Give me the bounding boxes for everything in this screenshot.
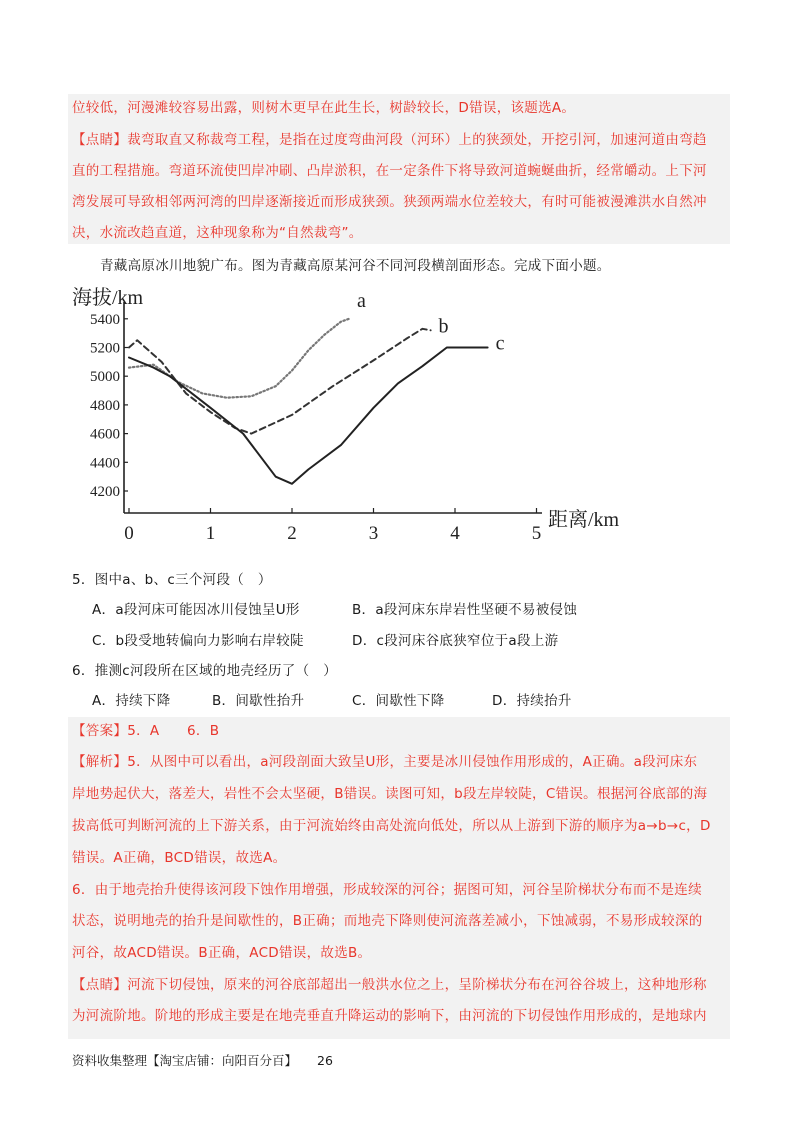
series-line-a: [129, 319, 349, 398]
dianjing2-text-1: 河流下切侵蚀，原来的河谷底部超出一般洪水位之上，呈阶梯状分布在河谷谷坡上，这种地形称: [127, 977, 707, 993]
dianjing-tag: 【点睛】: [72, 132, 128, 148]
chart-axes: [124, 302, 542, 513]
footer-text: 资料收集整理【淘宝店铺：向阳百分百】: [72, 1053, 298, 1068]
x-tick-label: 4: [450, 523, 460, 544]
q6-option-a[interactable]: A．持续下降: [92, 693, 171, 709]
top-line-5: 决，水流改趋直道，这种现象称为“自然裁弯”。: [72, 225, 363, 241]
q5-option-b[interactable]: B．a段河床东岸岩性坚硬不易被侵蚀: [352, 602, 578, 618]
x-axis-title: 距离/km: [548, 509, 620, 531]
y-tick-label: 4800: [90, 397, 120, 414]
x-tick-label: 2: [287, 523, 297, 544]
dianjing2-line-2: 为河流阶地。阶地的形成主要是在地壳垂直升降运动的影响下，由河流的下切侵蚀作用形成的，是地球内: [72, 1008, 707, 1024]
answer-tag: 【答案】: [72, 723, 128, 739]
y-tick-label: 4600: [90, 426, 120, 443]
q5-stem: 5．图中a、b、c三个河段（ ）: [72, 572, 272, 588]
y-tick-label: 5000: [90, 369, 120, 386]
page-number: 26: [317, 1053, 333, 1068]
dianjing2-line-1: [72, 977, 707, 993]
analysis-tag: 【解析】: [72, 754, 128, 770]
answer-text: 5．A 6．B: [127, 723, 220, 739]
chart-svg: [70, 282, 650, 552]
x-tick-label: 0: [124, 523, 134, 544]
analysis-line-6: 状态，说明地壳的抬升是间歇性的，B正确；而地壳下降则使河流落差减小，下蚀减弱，不易形成较深的: [72, 913, 703, 929]
q5-option-a[interactable]: A．a段河床可能因冰川侵蚀呈U形: [92, 602, 300, 618]
y-tick-label: 4200: [90, 484, 120, 500]
q6-option-c[interactable]: C．间歇性下降: [352, 693, 445, 709]
q6-option-d[interactable]: D．持续抬升: [492, 693, 572, 709]
q6-stem: 6．推测c河段所在区域的地壳经历了（ ）: [72, 663, 338, 679]
top-line-1: 位较低，河漫滩较容易出露，则树木更早在此生长，树龄较长，D错误，该题选A。: [72, 100, 576, 116]
q5-option-c[interactable]: C．b段受地转偏向力影响右岸较陡: [92, 633, 304, 649]
top-line-3: 直的工程措施。弯道环流使凹岸冲刷、凸岸淤积，在一定条件下将导致河道蜿蜒曲折，经常皭动。上下河: [72, 163, 707, 179]
analysis-line-3: 拔高低可判断河流的上下游关系，由于河流始终由高处流向低处，所以从上游到下游的顺序为a→b→c，D: [72, 818, 711, 834]
dianjing-text: 裁弯取直又称裁弯工程，是指在过度弯曲河段（河环）上的狭颈处，开挖引河，加速河道由弯趋: [127, 132, 707, 148]
x-tick-label: 3: [368, 523, 379, 544]
top-line-4: 湾发展可导致相邻两河湾的凹岸逐渐接近而形成狭颈。狭颈两端水位差较大，有时可能被漫滩洪水自然冲: [72, 194, 707, 210]
analysis-line-7: 河谷，故ACD错误。B正确，ACD错误，故选B。: [72, 945, 372, 961]
y-tick-label: 4400: [90, 455, 120, 472]
page-footer: [72, 1051, 333, 1069]
question-intro: 青藏高原冰川地貌广布。图为青藏高原某河谷不同河段横剖面形态。完成下面小题。: [100, 258, 611, 274]
series-label-c: c: [495, 332, 505, 355]
analysis-line-5: 6．由于地壳抬升使得该河段下蚀作用增强，形成较深的河谷；据图可知，河谷呈阶梯状分布而不是连续: [72, 882, 702, 898]
analysis-text-1: 5．从图中可以看出，a河段剖面大致呈U形，主要是冰川侵蚀作用形成的，A正确。a段河床东: [127, 754, 698, 770]
chart-series: [129, 319, 488, 484]
series-line-c: [129, 348, 488, 484]
x-tick-label: 5: [531, 523, 542, 544]
chart-labels: [72, 286, 620, 544]
q5-option-d[interactable]: D．c段河床谷底狭窄位于a段上游: [352, 633, 559, 649]
y-axis-title: 海拔/km: [72, 287, 144, 309]
valley-profile-chart: [70, 282, 650, 552]
top-line-2: [72, 132, 707, 148]
y-tick-label: 5200: [90, 340, 120, 357]
analysis-line-2: 岸地势起伏大，落差大，岩性不会太坚硬，B错误。读图可知，b段左岸较陡，C错误。根据河谷底部的海: [72, 786, 708, 802]
dianjing2-tag: 【点睛】: [72, 977, 128, 993]
series-label-a: a: [357, 289, 366, 312]
analysis-line-4: 错误。A正确，BCD错误，故选A。: [72, 850, 287, 866]
answer-line: [72, 723, 219, 739]
x-tick-label: 1: [205, 523, 216, 544]
y-tick-label: 5400: [90, 311, 120, 328]
analysis-line-1: [72, 754, 697, 770]
series-label-b: b: [438, 315, 449, 338]
q6-option-b[interactable]: B．间歇性抬升: [212, 693, 305, 709]
